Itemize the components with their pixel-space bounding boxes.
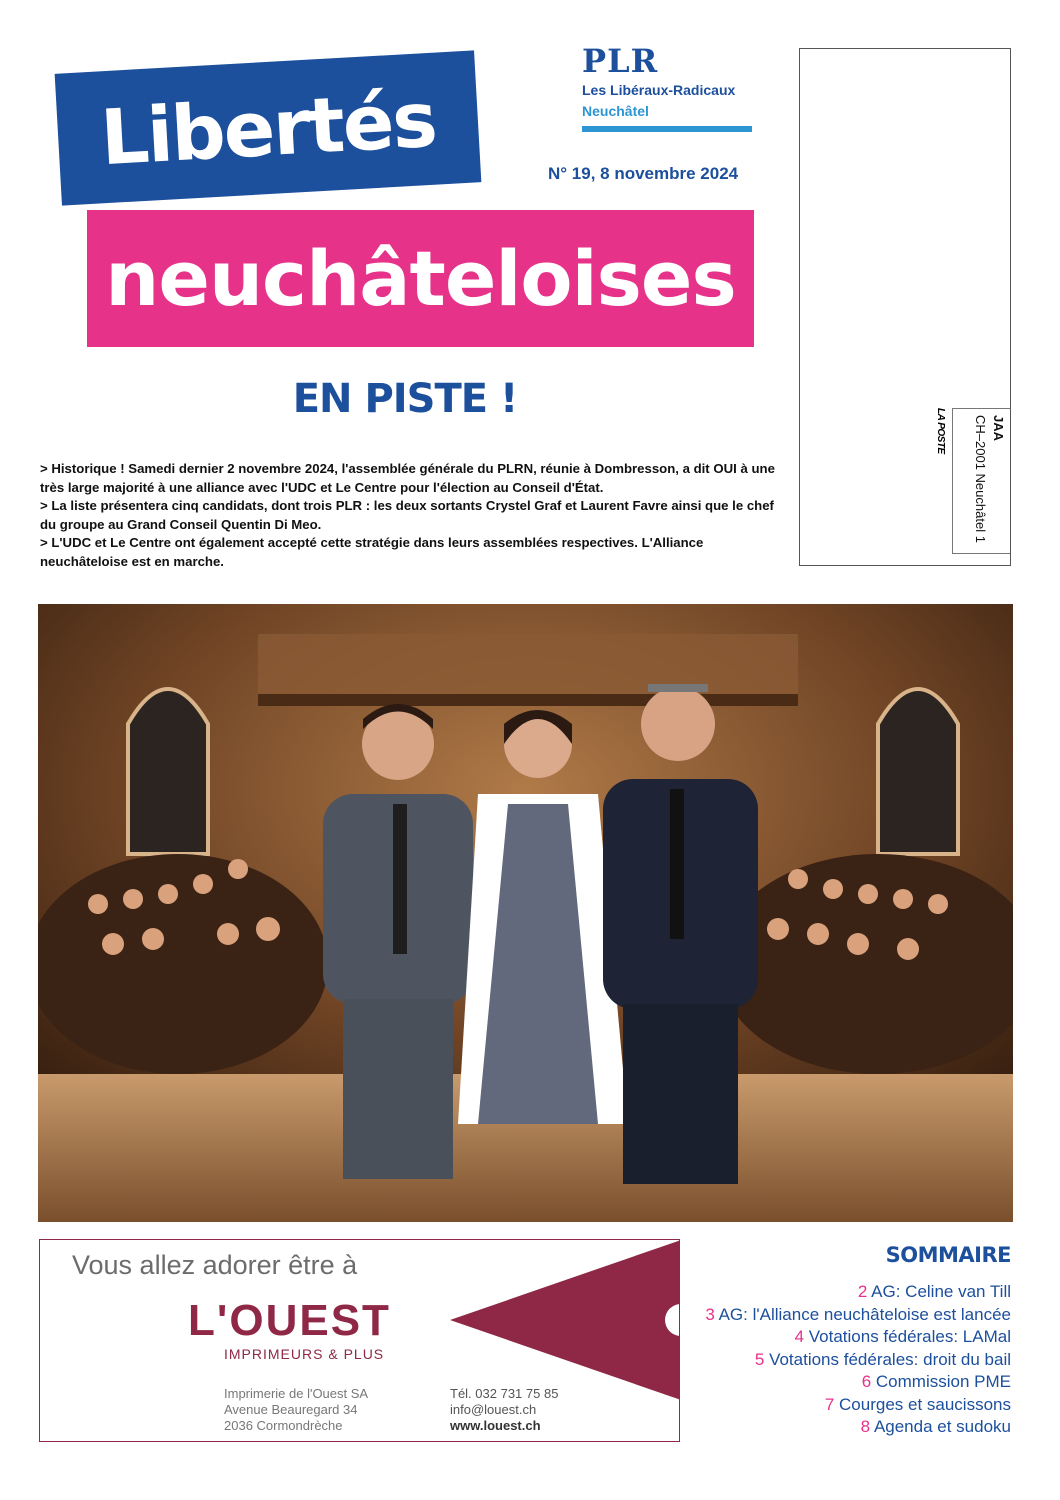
title-line-2: neuchâteloises — [105, 234, 736, 323]
title-block-pink — [87, 210, 754, 347]
toc-label: Votations fédérales: LAMal — [808, 1327, 1011, 1346]
toc-item[interactable] — [700, 1394, 1011, 1417]
ad-brand-sub: IMPRIMEURS & PLUS — [224, 1346, 385, 1362]
toc-item[interactable] — [700, 1349, 1011, 1372]
ad-brand: L'OUEST — [188, 1296, 391, 1345]
toc-page-number: 2 — [857, 1282, 868, 1301]
ad-email[interactable]: info@louest.ch — [450, 1402, 537, 1417]
ad-address-line: Avenue Beauregard 34 — [224, 1402, 358, 1417]
toc-label: Votations fédérales: droit du bail — [769, 1349, 1011, 1369]
ad-web[interactable]: www.louest.ch — [450, 1418, 541, 1433]
toc-title: SOMMAIRE — [885, 1243, 1011, 1267]
toc-item[interactable] — [700, 1304, 1011, 1327]
toc-label: Commission PME — [875, 1372, 1011, 1391]
issue-number: N° 19, 8 novembre 2024 — [548, 164, 739, 183]
ad-arrow-shape — [450, 1240, 680, 1440]
intro-line-1: > Historique ! Samedi dernier 2 novembre 2024, l'assemblée générale du PLRN, réunie à Dombresson, a dit OUI à une très large majorité à une alliance avec l'UDC et Le Centre pour l'élection au Conseil d'État. — [40, 461, 775, 495]
toc-label: Courges et saucissons — [839, 1394, 1011, 1414]
ad-tagline: Vous allez adorer être à — [72, 1250, 358, 1280]
toc-label: AG: Celine van Till — [871, 1282, 1011, 1301]
ad-phone: Tél. 032 731 75 85 — [450, 1386, 559, 1401]
ad-address — [224, 1386, 368, 1434]
toc-page-number: 7 — [824, 1394, 835, 1414]
toc-page-number: 8 — [860, 1417, 871, 1436]
assembly-photo — [38, 604, 1013, 1222]
toc-item[interactable] — [700, 1281, 1011, 1304]
party-name: Les Libéraux-Radicaux — [582, 82, 736, 98]
toc-page-number: 5 — [754, 1349, 765, 1369]
plr-logo — [582, 44, 754, 132]
party-section: Neuchâtel — [582, 103, 649, 119]
headline: EN PISTE ! — [292, 376, 518, 422]
logo-bar — [582, 126, 752, 132]
ad-louest[interactable] — [39, 1239, 680, 1442]
title-line-1: Libertés — [98, 74, 438, 182]
postal-stamp — [952, 408, 1010, 554]
la-poste-logo — [926, 408, 946, 478]
la-poste-text: LA POSTE — [935, 408, 946, 454]
toc-item[interactable] — [700, 1371, 1011, 1394]
toc-label: Agenda et sudoku — [873, 1417, 1011, 1436]
intro-line-3: > L'UDC et Le Centre ont également accepté cette stratégie dans leurs assemblées respectives. L'Alliance neuchâteloise est en marche. — [40, 535, 704, 569]
toc-page-number: 6 — [861, 1372, 872, 1391]
ad-address-line: Imprimerie de l'Ouest SA — [224, 1386, 369, 1401]
postal-address: CH–2001 Neuchâtel 1 — [973, 415, 988, 543]
intro-text — [40, 460, 776, 572]
ad-address-line: 2036 Cormondrèche — [224, 1418, 343, 1433]
toc-item[interactable] — [700, 1416, 1011, 1439]
toc-label: AG: l'Alliance neuchâteloise est lancée — [718, 1304, 1011, 1324]
title-block-blue — [55, 50, 482, 205]
toc-page-number: 4 — [794, 1327, 805, 1346]
photo-illustration — [38, 604, 1013, 1222]
intro-line-2: > La liste présentera cinq candidats, dont trois PLR : les deux sortants Crystel Graf et Laurent Favre ainsi que le chef du groupe au Grand Conseil Quentin Di Meo. — [40, 498, 774, 532]
toc-page-number: 3 — [705, 1304, 715, 1324]
table-of-contents — [700, 1243, 1011, 1439]
postal-jaa: JAA — [991, 415, 1006, 442]
party-abbr: PLR — [582, 42, 659, 80]
toc-item[interactable] — [700, 1326, 1011, 1349]
